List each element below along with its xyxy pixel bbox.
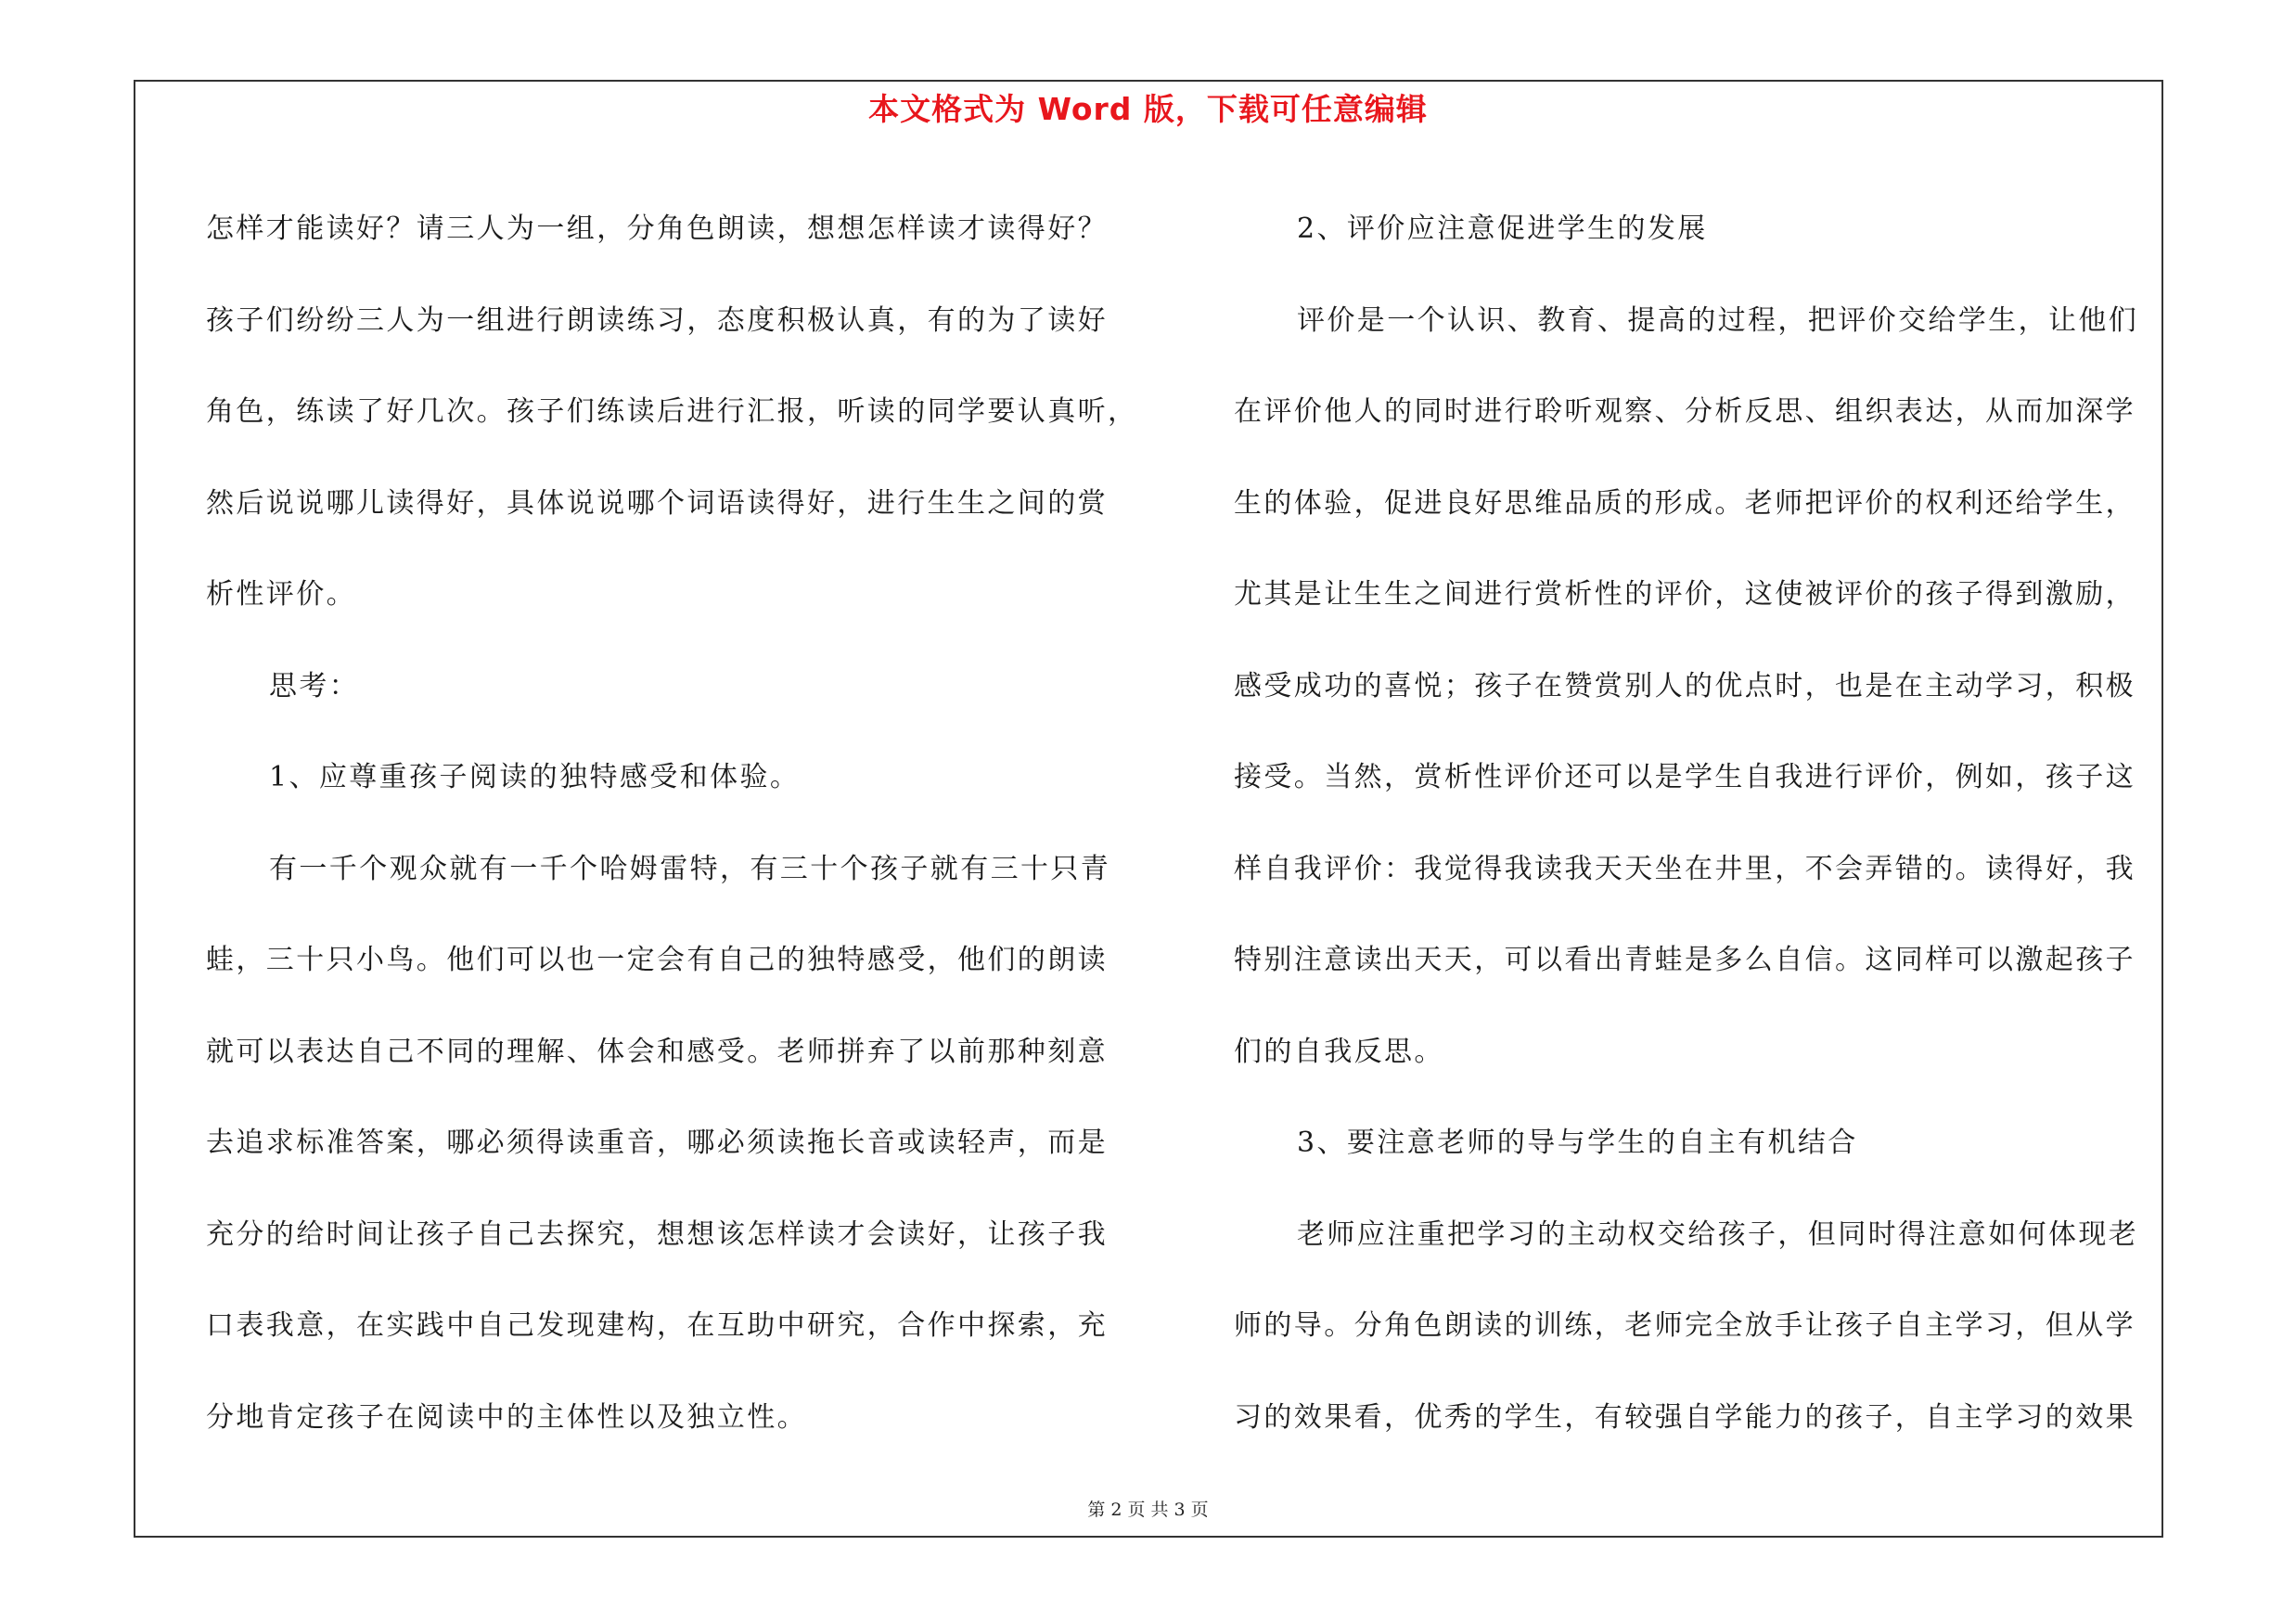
text-line: 接受。当然，赏析性评价还可以是学生自我进行评价，例如，孩子这 [1234,761,2136,793]
text-line: 师的导。分角色朗读的训练，老师完全放手让孩子自主学习，但从学 [1234,1309,2136,1342]
text-line: 就可以表达自己不同的理解、体会和感受。老师拼弃了以前那种刻意 [206,1035,1108,1068]
text-line: 感受成功的喜悦；孩子在赞赏别人的优点时，也是在主动学习，积极 [1234,669,2136,702]
text-line: 生的体验，促进良好思维品质的形成。老师把评价的权利还给学生， [1234,486,2136,520]
text-line: 老师应注重把学习的主动权交给孩子，但同时得注意如何体现老 [1297,1217,2139,1251]
page-footer: 第 2 页 共 3 页 [1087,1500,1209,1520]
text-line: 评价是一个认识、教育、提高的过程，把评价交给学生，让他们 [1297,303,2139,337]
text-line: 特别注意读出天天，可以看出青蛙是多么自信。这同样可以激起孩子 [1234,944,2136,976]
text-line: 在评价他人的同时进行聆听观察、分析反思、组织表达，从而加深学 [1234,395,2136,428]
text-line: 口表我意，在实践中自己发现建构，在互助中研究，合作中探索，充 [206,1309,1108,1342]
text-line: 分地肯定孩子在阅读中的主体性以及独立性。 [206,1400,807,1434]
right-text-column [1234,184,2171,1463]
text-line: 尤其是让生生之间进行赏析性的评价，这使被评价的孩子得到激励， [1234,578,2136,611]
text-line: 角色，练读了好几次。孩子们练读后进行汇报，听读的同学要认真听， [206,395,1138,428]
text-line: 3、要注意老师的导与学生的自主有机结合 [1297,1127,1858,1159]
text-line: 思考： [269,669,360,702]
text-line: 样自我评价：我觉得我读我天天坐在井里，不会弄错的。读得好，我 [1234,852,2136,885]
text-line: 然后说说哪儿读得好，具体说说哪个词语读得好，进行生生之间的赏 [206,486,1108,520]
text-line: 析性评价。 [206,578,356,611]
text-line: 蛙，三十只小鸟。他们可以也一定会有自己的独特感受，他们的朗读 [206,944,1108,976]
text-line: 去追求标准答案，哪必须得读重音，哪必须读拖长音或读轻声，而是 [206,1127,1108,1159]
format-banner: 本文格式为 Word 版，下载可任意编辑 [868,91,1428,127]
text-line: 孩子们纷纷三人为一组进行朗读练习，态度积极认真，有的为了读好 [206,303,1108,337]
text-line: 有一千个观众就有一千个哈姆雷特，有三十个孩子就有三十只青 [269,852,1111,885]
text-line: 们的自我反思。 [1234,1035,1444,1068]
text-line: 怎样才能读好？请三人为一组，分角色朗读，想想怎样读才读得好？ [206,213,1108,245]
text-line: 充分的给时间让孩子自己去探究，想想该怎样读才会读好，让孩子我 [206,1217,1108,1251]
text-line: 2、评价应注意促进学生的发展 [1297,213,1708,245]
left-text-column [206,184,1138,1463]
text-line: 习的效果看，优秀的学生，有较强自学能力的孩子，自主学习的效果 [1234,1400,2136,1434]
text-line: 1、应尊重孩子阅读的独特感受和体验。 [269,761,801,793]
